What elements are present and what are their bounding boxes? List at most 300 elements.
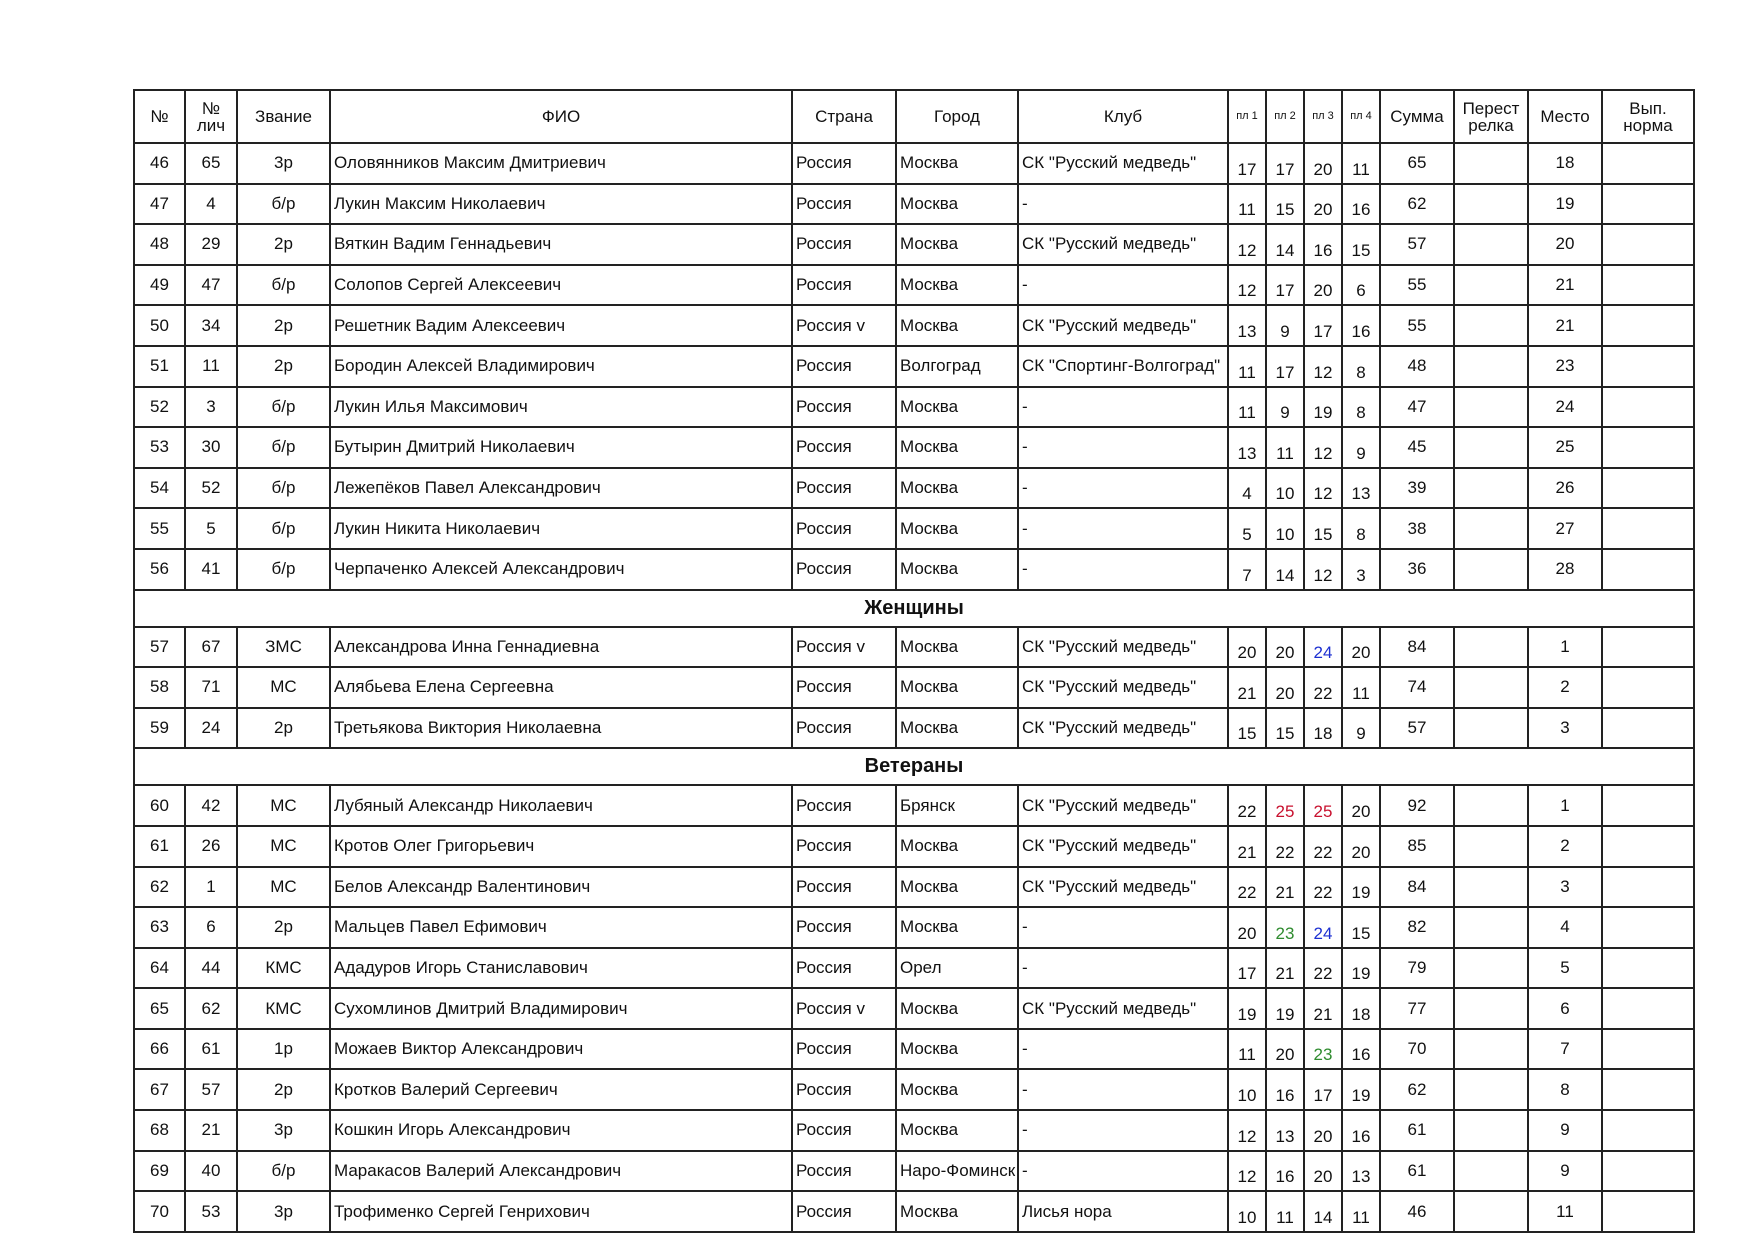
score-p4-cell: 11 [1342, 667, 1380, 708]
city-cell: Москва [896, 427, 1018, 468]
score-p4-cell: 19 [1342, 1069, 1380, 1110]
club-cell: - [1018, 1069, 1228, 1110]
rank-cell: КМС [237, 948, 330, 989]
place-cell: 5 [1528, 948, 1602, 989]
country-cell: Россия [792, 667, 896, 708]
country-cell: Россия [792, 549, 896, 590]
rank-cell: МС [237, 667, 330, 708]
country-cell: Россия v [792, 627, 896, 668]
score-sum-cell: 57 [1380, 224, 1454, 265]
country-cell: Россия [792, 1151, 896, 1192]
score-sum-cell: 55 [1380, 265, 1454, 306]
club-cell: - [1018, 508, 1228, 549]
norm-fulfilled-cell [1602, 1191, 1694, 1232]
norm-fulfilled-cell [1602, 387, 1694, 428]
athlete-name-cell: Вяткин Вадим Геннадьевич [330, 224, 792, 265]
score-p3-cell: 20 [1304, 143, 1342, 184]
place-cell: 23 [1528, 346, 1602, 387]
score-p4-cell: 15 [1342, 224, 1380, 265]
score-p4-cell: 9 [1342, 427, 1380, 468]
norm-fulfilled-cell [1602, 346, 1694, 387]
personal-number-cell: 44 [185, 948, 237, 989]
row-number-cell: 56 [134, 549, 185, 590]
table-row [134, 549, 1694, 590]
norm-fulfilled-cell [1602, 1069, 1694, 1110]
header-place: Место [1528, 90, 1602, 143]
score-p3-cell: 24 [1304, 627, 1342, 668]
country-cell: Россия [792, 427, 896, 468]
club-cell: - [1018, 184, 1228, 225]
table-row [134, 468, 1694, 509]
table-row [134, 867, 1694, 908]
city-cell: Москва [896, 1110, 1018, 1151]
score-sum-cell: 74 [1380, 667, 1454, 708]
city-cell: Москва [896, 867, 1018, 908]
place-cell: 25 [1528, 427, 1602, 468]
place-cell: 21 [1528, 265, 1602, 306]
club-cell: СК "Русский медведь" [1018, 143, 1228, 184]
norm-fulfilled-cell [1602, 1110, 1694, 1151]
score-p2-cell: 22 [1266, 826, 1304, 867]
results-table [133, 89, 1695, 1233]
score-sum-cell: 84 [1380, 867, 1454, 908]
score-p1-cell: 12 [1228, 1110, 1266, 1151]
score-p2-cell: 15 [1266, 184, 1304, 225]
table-row [134, 184, 1694, 225]
score-sum-cell: 62 [1380, 184, 1454, 225]
score-p4-cell: 8 [1342, 508, 1380, 549]
norm-fulfilled-cell [1602, 988, 1694, 1029]
place-cell: 3 [1528, 867, 1602, 908]
club-cell: СК "Русский медведь" [1018, 785, 1228, 826]
header-p3: пл 3 [1304, 90, 1342, 143]
athlete-name-cell: Солопов Сергей Алексеевич [330, 265, 792, 306]
rank-cell: МС [237, 826, 330, 867]
score-p1-cell: 12 [1228, 1151, 1266, 1192]
score-p3-cell: 15 [1304, 508, 1342, 549]
score-sum-cell: 65 [1380, 143, 1454, 184]
rank-cell: 3р [237, 1191, 330, 1232]
country-cell: Россия [792, 346, 896, 387]
country-cell: Россия v [792, 305, 896, 346]
club-cell: - [1018, 265, 1228, 306]
row-number-cell: 46 [134, 143, 185, 184]
reshoot-cell [1454, 427, 1528, 468]
rank-cell: 2р [237, 224, 330, 265]
score-p4-cell: 9 [1342, 708, 1380, 749]
row-number-cell: 48 [134, 224, 185, 265]
table-row [134, 305, 1694, 346]
score-p3-cell: 21 [1304, 988, 1342, 1029]
athlete-name-cell: Алябьева Елена Сергеевна [330, 667, 792, 708]
table-row [134, 1110, 1694, 1151]
header-p1: пл 1 [1228, 90, 1266, 143]
norm-fulfilled-cell [1602, 305, 1694, 346]
row-number-cell: 51 [134, 346, 185, 387]
norm-fulfilled-cell [1602, 627, 1694, 668]
country-cell: Россия [792, 867, 896, 908]
rank-cell: б/р [237, 549, 330, 590]
place-cell: 28 [1528, 549, 1602, 590]
club-cell: Лисья нора [1018, 1191, 1228, 1232]
reshoot-cell [1454, 667, 1528, 708]
score-p2-cell: 11 [1266, 1191, 1304, 1232]
city-cell: Москва [896, 667, 1018, 708]
table-row [134, 1029, 1694, 1070]
rank-cell: б/р [237, 184, 330, 225]
place-cell: 11 [1528, 1191, 1602, 1232]
place-cell: 1 [1528, 785, 1602, 826]
athlete-name-cell: Бутырин Дмитрий Николаевич [330, 427, 792, 468]
score-p1-cell: 10 [1228, 1069, 1266, 1110]
place-cell: 4 [1528, 907, 1602, 948]
score-p2-cell: 14 [1266, 224, 1304, 265]
personal-number-cell: 34 [185, 305, 237, 346]
row-number-cell: 61 [134, 826, 185, 867]
norm-fulfilled-cell [1602, 468, 1694, 509]
rank-cell: б/р [237, 265, 330, 306]
norm-fulfilled-cell [1602, 785, 1694, 826]
reshoot-cell [1454, 143, 1528, 184]
personal-number-cell: 65 [185, 143, 237, 184]
score-sum-cell: 92 [1380, 785, 1454, 826]
club-cell: СК "Русский медведь" [1018, 708, 1228, 749]
score-p4-cell: 11 [1342, 1191, 1380, 1232]
table-row [134, 785, 1694, 826]
country-cell: Россия [792, 224, 896, 265]
athlete-name-cell: Александрова Инна Геннадиевна [330, 627, 792, 668]
athlete-name-cell: Кротков Валерий Сергеевич [330, 1069, 792, 1110]
personal-number-cell: 30 [185, 427, 237, 468]
place-cell: 19 [1528, 184, 1602, 225]
score-p3-cell: 20 [1304, 184, 1342, 225]
table-row [134, 826, 1694, 867]
country-cell: Россия [792, 1029, 896, 1070]
personal-number-cell: 11 [185, 346, 237, 387]
rank-cell: 3р [237, 1110, 330, 1151]
rank-cell: ЗМС [237, 627, 330, 668]
city-cell: Москва [896, 184, 1018, 225]
header-name: ФИО [330, 90, 792, 143]
header-reshoot: Перест релка [1454, 90, 1528, 143]
personal-number-cell: 47 [185, 265, 237, 306]
club-cell: - [1018, 387, 1228, 428]
place-cell: 2 [1528, 667, 1602, 708]
country-cell: Россия [792, 1069, 896, 1110]
header-norm: Вып. норма [1602, 90, 1694, 143]
score-p4-cell: 11 [1342, 143, 1380, 184]
score-p1-cell: 11 [1228, 346, 1266, 387]
score-p4-cell: 16 [1342, 1029, 1380, 1070]
score-p2-cell: 23 [1266, 907, 1304, 948]
country-cell: Россия [792, 948, 896, 989]
rank-cell: б/р [237, 468, 330, 509]
score-p1-cell: 13 [1228, 427, 1266, 468]
athlete-name-cell: Белов Александр Валентинович [330, 867, 792, 908]
score-p3-cell: 17 [1304, 305, 1342, 346]
reshoot-cell [1454, 826, 1528, 867]
table-row [134, 1191, 1694, 1232]
score-p4-cell: 13 [1342, 1151, 1380, 1192]
table-row [134, 1069, 1694, 1110]
row-number-cell: 52 [134, 387, 185, 428]
country-cell: Россия [792, 826, 896, 867]
row-number-cell: 62 [134, 867, 185, 908]
score-p2-cell: 17 [1266, 346, 1304, 387]
rank-cell: КМС [237, 988, 330, 1029]
country-cell: Россия [792, 708, 896, 749]
section-title: Ветераны [134, 748, 1694, 785]
rank-cell: 2р [237, 708, 330, 749]
rank-cell: б/р [237, 387, 330, 428]
score-p4-cell: 20 [1342, 826, 1380, 867]
personal-number-cell: 1 [185, 867, 237, 908]
norm-fulfilled-cell [1602, 867, 1694, 908]
score-sum-cell: 55 [1380, 305, 1454, 346]
score-p3-cell: 17 [1304, 1069, 1342, 1110]
place-cell: 1 [1528, 627, 1602, 668]
row-number-cell: 70 [134, 1191, 185, 1232]
score-p3-cell: 25 [1304, 785, 1342, 826]
club-cell: - [1018, 549, 1228, 590]
score-p2-cell: 20 [1266, 667, 1304, 708]
place-cell: 18 [1528, 143, 1602, 184]
score-p2-cell: 16 [1266, 1069, 1304, 1110]
score-p1-cell: 12 [1228, 265, 1266, 306]
rank-cell: 3р [237, 143, 330, 184]
city-cell: Москва [896, 627, 1018, 668]
table-row [134, 224, 1694, 265]
reshoot-cell [1454, 224, 1528, 265]
country-cell: Россия [792, 265, 896, 306]
reshoot-cell [1454, 1029, 1528, 1070]
score-p3-cell: 20 [1304, 265, 1342, 306]
club-cell: СК "Русский медведь" [1018, 224, 1228, 265]
score-p3-cell: 24 [1304, 907, 1342, 948]
score-p1-cell: 17 [1228, 948, 1266, 989]
city-cell: Москва [896, 468, 1018, 509]
rank-cell: МС [237, 867, 330, 908]
score-sum-cell: 48 [1380, 346, 1454, 387]
athlete-name-cell: Сухомлинов Дмитрий Владимирович [330, 988, 792, 1029]
norm-fulfilled-cell [1602, 508, 1694, 549]
athlete-name-cell: Лукин Максим Николаевич [330, 184, 792, 225]
personal-number-cell: 21 [185, 1110, 237, 1151]
place-cell: 26 [1528, 468, 1602, 509]
norm-fulfilled-cell [1602, 948, 1694, 989]
reshoot-cell [1454, 508, 1528, 549]
reshoot-cell [1454, 387, 1528, 428]
score-p2-cell: 10 [1266, 468, 1304, 509]
norm-fulfilled-cell [1602, 549, 1694, 590]
score-p1-cell: 21 [1228, 826, 1266, 867]
header-city: Город [896, 90, 1018, 143]
table-row [134, 948, 1694, 989]
score-p4-cell: 8 [1342, 387, 1380, 428]
rank-cell: 2р [237, 305, 330, 346]
city-cell: Москва [896, 988, 1018, 1029]
score-p4-cell: 18 [1342, 988, 1380, 1029]
personal-number-cell: 4 [185, 184, 237, 225]
city-cell: Москва [896, 826, 1018, 867]
score-p1-cell: 13 [1228, 305, 1266, 346]
norm-fulfilled-cell [1602, 184, 1694, 225]
reshoot-cell [1454, 948, 1528, 989]
country-cell: Россия [792, 387, 896, 428]
reshoot-cell [1454, 907, 1528, 948]
rank-cell: 2р [237, 907, 330, 948]
row-number-cell: 47 [134, 184, 185, 225]
score-p3-cell: 20 [1304, 1151, 1342, 1192]
rank-cell: б/р [237, 427, 330, 468]
score-p4-cell: 16 [1342, 1110, 1380, 1151]
personal-number-cell: 41 [185, 549, 237, 590]
score-p4-cell: 8 [1342, 346, 1380, 387]
norm-fulfilled-cell [1602, 667, 1694, 708]
score-p2-cell: 13 [1266, 1110, 1304, 1151]
city-cell: Волгоград [896, 346, 1018, 387]
city-cell: Москва [896, 549, 1018, 590]
score-p3-cell: 19 [1304, 387, 1342, 428]
athlete-name-cell: Трофименко Сергей Генрихович [330, 1191, 792, 1232]
results-sheet [133, 89, 1695, 1233]
club-cell: СК "Русский медведь" [1018, 867, 1228, 908]
row-number-cell: 54 [134, 468, 185, 509]
row-number-cell: 60 [134, 785, 185, 826]
score-p3-cell: 14 [1304, 1191, 1342, 1232]
table-row [134, 988, 1694, 1029]
reshoot-cell [1454, 305, 1528, 346]
athlete-name-cell: Третьякова Виктория Николаевна [330, 708, 792, 749]
city-cell: Москва [896, 508, 1018, 549]
score-sum-cell: 61 [1380, 1110, 1454, 1151]
score-p2-cell: 10 [1266, 508, 1304, 549]
score-p3-cell: 12 [1304, 427, 1342, 468]
score-p2-cell: 20 [1266, 627, 1304, 668]
score-sum-cell: 46 [1380, 1191, 1454, 1232]
score-p3-cell: 22 [1304, 826, 1342, 867]
score-p1-cell: 11 [1228, 387, 1266, 428]
place-cell: 3 [1528, 708, 1602, 749]
reshoot-cell [1454, 184, 1528, 225]
athlete-name-cell: Черпаченко Алексей Александрович [330, 549, 792, 590]
city-cell: Москва [896, 907, 1018, 948]
score-sum-cell: 47 [1380, 387, 1454, 428]
country-cell: Россия [792, 143, 896, 184]
club-cell: СК "Русский медведь" [1018, 305, 1228, 346]
row-number-cell: 50 [134, 305, 185, 346]
country-cell: Россия [792, 907, 896, 948]
score-p1-cell: 17 [1228, 143, 1266, 184]
row-number-cell: 55 [134, 508, 185, 549]
row-number-cell: 53 [134, 427, 185, 468]
athlete-name-cell: Решетник Вадим Алексеевич [330, 305, 792, 346]
score-p3-cell: 22 [1304, 867, 1342, 908]
norm-fulfilled-cell [1602, 708, 1694, 749]
city-cell: Москва [896, 1029, 1018, 1070]
rank-cell: МС [237, 785, 330, 826]
reshoot-cell [1454, 627, 1528, 668]
city-cell: Москва [896, 1069, 1018, 1110]
score-p2-cell: 17 [1266, 143, 1304, 184]
reshoot-cell [1454, 468, 1528, 509]
score-p4-cell: 3 [1342, 549, 1380, 590]
athlete-name-cell: Ададуров Игорь Станиславович [330, 948, 792, 989]
score-p2-cell: 9 [1266, 305, 1304, 346]
reshoot-cell [1454, 708, 1528, 749]
score-sum-cell: 45 [1380, 427, 1454, 468]
header-sum: Сумма [1380, 90, 1454, 143]
city-cell: Наро-Фоминск [896, 1151, 1018, 1192]
athlete-name-cell: Кошкин Игорь Александрович [330, 1110, 792, 1151]
place-cell: 2 [1528, 826, 1602, 867]
header-club: Клуб [1018, 90, 1228, 143]
row-number-cell: 67 [134, 1069, 185, 1110]
score-p3-cell: 12 [1304, 468, 1342, 509]
place-cell: 21 [1528, 305, 1602, 346]
section-header-row [134, 748, 1694, 785]
personal-number-cell: 62 [185, 988, 237, 1029]
score-sum-cell: 57 [1380, 708, 1454, 749]
row-number-cell: 66 [134, 1029, 185, 1070]
athlete-name-cell: Бородин Алексей Владимирович [330, 346, 792, 387]
city-cell: Москва [896, 265, 1018, 306]
rank-cell: б/р [237, 1151, 330, 1192]
norm-fulfilled-cell [1602, 1151, 1694, 1192]
row-number-cell: 64 [134, 948, 185, 989]
score-p3-cell: 18 [1304, 708, 1342, 749]
city-cell: Москва [896, 1191, 1018, 1232]
club-cell: - [1018, 468, 1228, 509]
table-row [134, 387, 1694, 428]
club-cell: СК "Русский медведь" [1018, 627, 1228, 668]
score-p2-cell: 11 [1266, 427, 1304, 468]
table-row [134, 627, 1694, 668]
section-header-row [134, 590, 1694, 627]
score-p3-cell: 22 [1304, 667, 1342, 708]
score-p4-cell: 20 [1342, 627, 1380, 668]
row-number-cell: 63 [134, 907, 185, 948]
city-cell: Москва [896, 708, 1018, 749]
header-num: № [134, 90, 185, 143]
city-cell: Москва [896, 305, 1018, 346]
norm-fulfilled-cell [1602, 224, 1694, 265]
norm-fulfilled-cell [1602, 427, 1694, 468]
header-lich: № лич [185, 90, 237, 143]
score-p1-cell: 11 [1228, 184, 1266, 225]
country-cell: Россия [792, 1110, 896, 1151]
norm-fulfilled-cell [1602, 1029, 1694, 1070]
place-cell: 6 [1528, 988, 1602, 1029]
score-sum-cell: 85 [1380, 826, 1454, 867]
section-title: Женщины [134, 590, 1694, 627]
header-country: Страна [792, 90, 896, 143]
score-p1-cell: 12 [1228, 224, 1266, 265]
athlete-name-cell: Лубяный Александр Николаевич [330, 785, 792, 826]
header-p2: пл 2 [1266, 90, 1304, 143]
row-number-cell: 68 [134, 1110, 185, 1151]
reshoot-cell [1454, 1110, 1528, 1151]
athlete-name-cell: Можаев Виктор Александрович [330, 1029, 792, 1070]
score-p1-cell: 20 [1228, 627, 1266, 668]
table-row [134, 143, 1694, 184]
rank-cell: 2р [237, 1069, 330, 1110]
personal-number-cell: 40 [185, 1151, 237, 1192]
header-p4: пл 4 [1342, 90, 1380, 143]
score-p2-cell: 25 [1266, 785, 1304, 826]
score-p1-cell: 15 [1228, 708, 1266, 749]
club-cell: - [1018, 1110, 1228, 1151]
